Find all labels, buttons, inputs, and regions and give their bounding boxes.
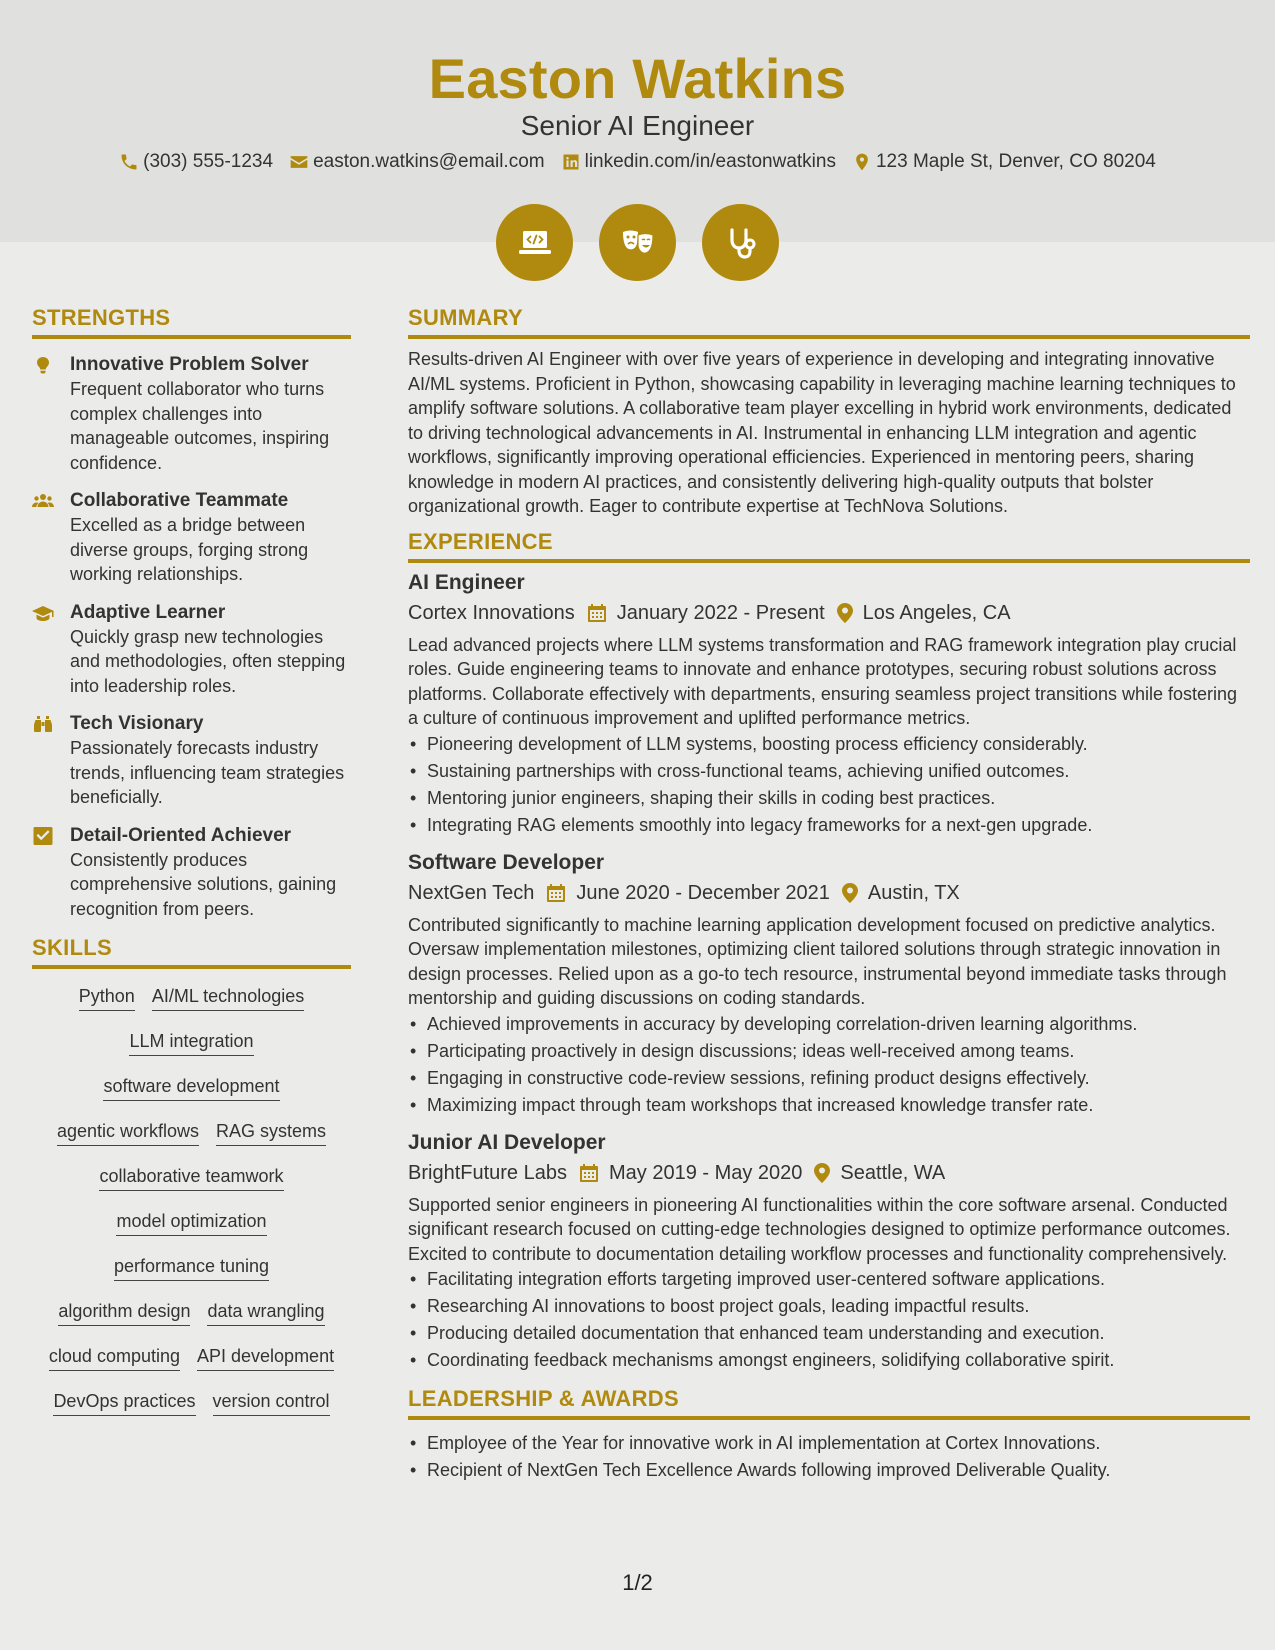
job-bullets bbox=[408, 1266, 1250, 1374]
calendar-icon bbox=[587, 603, 607, 623]
linkedin-icon bbox=[561, 152, 581, 172]
left-column bbox=[32, 305, 351, 1429]
job-dates: May 2019 - May 2020 bbox=[608, 1161, 803, 1184]
company-name: BrightFuture Labs bbox=[408, 1161, 567, 1184]
skills-list bbox=[32, 979, 351, 1429]
job-title-heading: Senior AI Engineer bbox=[520, 110, 755, 141]
company-name: Cortex Innovations bbox=[408, 601, 575, 624]
strength-description: Frequent collaborator who turns complex challenges into manageable outcomes, inspiring confidence. bbox=[70, 379, 330, 473]
strength-title: Adaptive Learner bbox=[70, 601, 226, 623]
bullet-item: • Producing detailed documentation that enhanced team understanding and execution. bbox=[408, 1320, 1250, 1347]
right-column bbox=[408, 305, 1250, 1484]
strength-description: Consistently produces comprehensive solutions, gaining recognition from peers. bbox=[70, 849, 337, 919]
contact-address bbox=[852, 151, 1156, 173]
map-marker-icon bbox=[842, 883, 858, 903]
bullet-item: • Researching AI innovations to boost project goals, leading impactful results. bbox=[408, 1293, 1250, 1320]
skill-tag: RAG systems bbox=[216, 1120, 326, 1146]
graduation-cap-icon bbox=[32, 604, 54, 622]
calendar-icon bbox=[546, 883, 566, 903]
skills-heading: SKILLS bbox=[32, 935, 351, 969]
bullet-item: • Coordinating feedback mechanisms amongst engineers, solidifying collaborative spirit. bbox=[408, 1347, 1250, 1374]
job-location: Austin, TX bbox=[867, 881, 960, 904]
job-description: Contributed significantly to machine learning application development focused on predictive analytics. Oversaw implementation milestones, optimizing client tailored solutions through strategic innovation in design processes. Relied upon as a go-to tech resource, instrumental beyond immediate tasks through mentorship and guiding discussions on coding standards. bbox=[408, 914, 1227, 1008]
award-item: • Employee of the Year for innovative work in AI implementation at Cortex Innovations. bbox=[408, 1430, 1250, 1457]
calendar-icon bbox=[579, 1163, 599, 1183]
company-name: NextGen Tech bbox=[408, 881, 535, 904]
skill-tag: collaborative teamwork bbox=[99, 1165, 283, 1191]
job-location: Seattle, WA bbox=[840, 1161, 946, 1184]
bullet-item: • Achieved improvements in accuracy by developing correlation-driven learning algorithms. bbox=[408, 1011, 1250, 1038]
skill-tag: agentic workflows bbox=[57, 1120, 199, 1146]
job-meta bbox=[408, 1157, 1250, 1189]
job-title: Junior AI Developer bbox=[408, 1130, 606, 1154]
binoculars-icon bbox=[32, 715, 54, 733]
check-square-icon bbox=[32, 827, 54, 845]
users-icon bbox=[32, 492, 54, 510]
job-bullets bbox=[408, 731, 1250, 839]
experience-heading: EXPERIENCE bbox=[408, 529, 1250, 563]
strength-item bbox=[32, 824, 351, 922]
laptop-code-badge bbox=[496, 204, 573, 281]
map-marker-icon bbox=[837, 603, 853, 623]
job-bullets bbox=[408, 1011, 1250, 1119]
bullet-item: • Integrating RAG elements smoothly into legacy frameworks for a next-gen upgrade. bbox=[408, 812, 1250, 839]
strength-item bbox=[32, 489, 351, 587]
bullet-item: • Facilitating integration efforts targeting improved user-centered software applications. bbox=[408, 1266, 1250, 1293]
linkedin-text: linkedin.com/in/eastonwatkins bbox=[584, 151, 836, 172]
bullet-item: • Participating proactively in design discussions; ideas well-received among teams. bbox=[408, 1038, 1250, 1065]
contact-phone[interactable] bbox=[119, 151, 273, 173]
skill-tag: LLM integration bbox=[129, 1030, 253, 1056]
contact-email[interactable] bbox=[289, 151, 545, 173]
job-entry bbox=[408, 569, 1250, 839]
strength-title: Innovative Problem Solver bbox=[70, 354, 309, 375]
job-entry bbox=[408, 1129, 1250, 1375]
skill-tag: cloud computing bbox=[49, 1345, 180, 1371]
job-meta bbox=[408, 597, 1250, 629]
bullet-item: • Pioneering development of LLM systems, boosting process efficiency considerably. bbox=[408, 731, 1250, 758]
laptop-code-icon bbox=[515, 223, 555, 263]
strength-item bbox=[32, 712, 351, 810]
job-description: Lead advanced projects where LLM systems transformation and RAG framework integration play crucial roles. Guide engineering teams to innovate and enhance prototypes, securing robust solutions across platforms. Collaborate effectively with departments, ensuring seamless project transitions while fostering a culture of continuous improvement and uplifted performance metrics. bbox=[408, 634, 1238, 728]
stethoscope-badge bbox=[702, 204, 779, 281]
job-entry bbox=[408, 849, 1250, 1119]
skill-tag: API development bbox=[197, 1345, 334, 1371]
contact-bar bbox=[0, 151, 1275, 173]
bullet-item: • Sustaining partnerships with cross-functional teams, achieving unified outcomes. bbox=[408, 758, 1250, 785]
theater-masks-badge bbox=[599, 204, 676, 281]
bullet-item: • Maximizing impact through team workshops that increased knowledge transfer rate. bbox=[408, 1092, 1250, 1119]
job-dates: January 2022 - Present bbox=[616, 601, 825, 624]
email-text: easton.watkins@email.com bbox=[313, 151, 545, 172]
strength-item bbox=[32, 353, 351, 475]
strength-title: Tech Visionary bbox=[70, 713, 204, 734]
job-title: Software Developer bbox=[408, 850, 605, 874]
phone-icon bbox=[119, 152, 139, 172]
job-dates: June 2020 - December 2021 bbox=[576, 881, 830, 904]
theater-masks-icon bbox=[618, 223, 658, 263]
skill-tag: algorithm design bbox=[58, 1300, 190, 1326]
skill-tag: version control bbox=[213, 1390, 330, 1416]
strength-description: Excelled as a bridge between diverse groups, forging strong working relationships. bbox=[70, 515, 309, 584]
skill-tag: software development bbox=[103, 1075, 279, 1101]
page-number: 1/2 bbox=[622, 1570, 653, 1595]
map-marker-icon bbox=[814, 1163, 830, 1183]
skill-tag: AI/ML technologies bbox=[152, 985, 304, 1011]
bullet-item: • Engaging in constructive code-review sessions, refining product designs effectively. bbox=[408, 1065, 1250, 1092]
lightbulb-icon bbox=[32, 356, 54, 374]
stethoscope-icon bbox=[721, 223, 761, 263]
skill-tag: data wrangling bbox=[207, 1300, 324, 1326]
bullet-item: • Mentoring junior engineers, shaping their skills in coding best practices. bbox=[408, 785, 1250, 812]
job-title: AI Engineer bbox=[408, 570, 525, 594]
strength-item bbox=[32, 601, 351, 699]
strengths-heading: STRENGTHS bbox=[32, 305, 351, 339]
strength-title: Collaborative Teammate bbox=[70, 490, 289, 511]
badge-row bbox=[0, 204, 1275, 281]
award-item: • Recipient of NextGen Tech Excellence Awards following improved Deliverable Quality. bbox=[408, 1457, 1250, 1484]
strength-description: Passionately forecasts industry trends, influencing team strategies beneficially. bbox=[70, 738, 345, 807]
summary-text: Results-driven AI Engineer with over five years of experience in developing and integrating innovative AI/ML systems. Proficient in Python, showcasing capability in leveraging machine learning techniques to amplify software solutions. A collaborative team player excelling in hybrid work environments, dedicated to driving technological advancements in AI. Instrumental in enhancing LLM integration and agentic workflows, significantly improving operational efficiencies. Experienced in mentoring peers, sharing knowledge in modern AI practices, and consistently delivering high-quality outputs that bolster organizational growth. Eager to contribute expertise at TechNova Solutions. bbox=[408, 349, 1236, 516]
job-description: Supported senior engineers in pioneering AI functionalities within the core software arsenal. Conducted significant research focused on cutting-edge technologies designed to optimize performance outcomes. Excited to contribute to documentation detailing workflow processes and functionality comprehensively. bbox=[408, 1194, 1231, 1264]
job-meta bbox=[408, 877, 1250, 909]
strength-title: Detail-Oriented Achiever bbox=[70, 824, 292, 846]
candidate-name: Easton Watkins bbox=[428, 47, 847, 110]
job-location: Los Angeles, CA bbox=[862, 601, 1011, 624]
skill-tag: performance tuning bbox=[114, 1255, 269, 1281]
awards-list bbox=[408, 1430, 1250, 1484]
awards-heading: LEADERSHIP & AWARDS bbox=[408, 1386, 1250, 1420]
address-text: 123 Maple St, Denver, CO 80204 bbox=[875, 151, 1156, 172]
contact-linkedin[interactable] bbox=[561, 151, 836, 173]
skill-tag: DevOps practices bbox=[53, 1390, 195, 1416]
skill-tag: Python bbox=[79, 985, 135, 1011]
summary-heading: SUMMARY bbox=[408, 305, 1250, 339]
envelope-icon bbox=[289, 152, 309, 172]
strength-description: Quickly grasp new technologies and methodologies, often stepping into leadership roles. bbox=[70, 626, 346, 696]
map-marker-icon bbox=[852, 152, 872, 172]
phone-text: (303) 555-1234 bbox=[143, 151, 274, 172]
skill-tag: model optimization bbox=[116, 1210, 266, 1236]
